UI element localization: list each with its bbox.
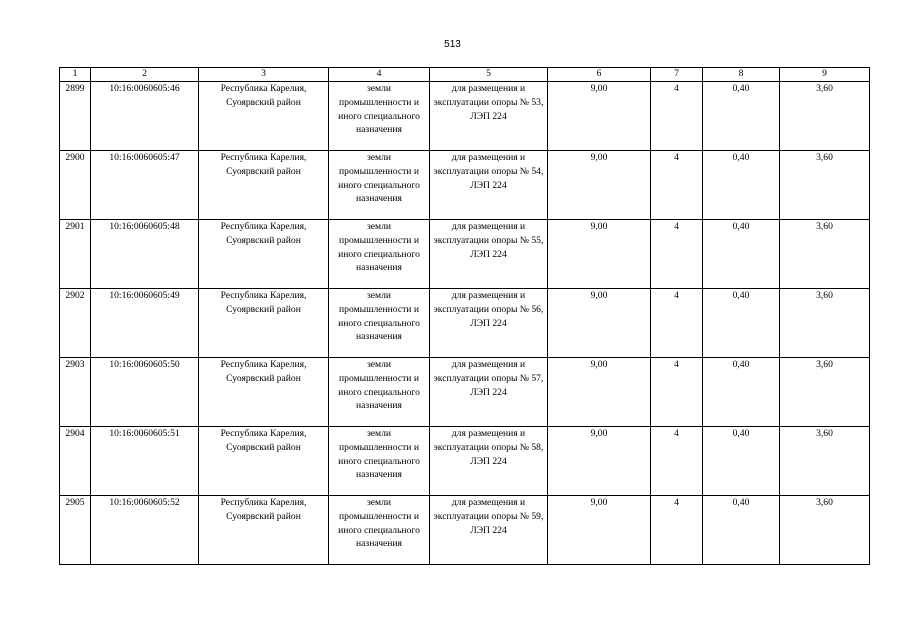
- value-cell-col9: 3,60: [780, 82, 870, 151]
- value-cell-col8: 0,40: [703, 151, 780, 220]
- permitted-use-cell: для размещения и эксплуатации опоры № 57, ЛЭП 224: [430, 358, 548, 427]
- location-cell: Республика Карелия, Суоярвский район: [199, 427, 329, 496]
- row-number-cell: 2899: [60, 82, 91, 151]
- land-category-cell: земли промышленности и иного специального назначения: [329, 427, 430, 496]
- table-row: [60, 358, 870, 427]
- permitted-use-cell: для размещения и эксплуатации опоры № 56, ЛЭП 224: [430, 289, 548, 358]
- column-number-header: 7: [651, 68, 703, 82]
- cadastral-number-cell: 10:16:0060605:51: [91, 427, 199, 496]
- cadastral-number-cell: 10:16:0060605:47: [91, 151, 199, 220]
- permitted-use-cell: для размещения и эксплуатации опоры № 59, ЛЭП 224: [430, 496, 548, 565]
- row-number-cell: 2903: [60, 358, 91, 427]
- table-row: [60, 496, 870, 565]
- table-row: [60, 82, 870, 151]
- cadastral-number-cell: 10:16:0060605:50: [91, 358, 199, 427]
- value-cell-col6: 9,00: [548, 289, 651, 358]
- column-number-header: 2: [91, 68, 199, 82]
- column-number-header: 9: [780, 68, 870, 82]
- value-cell-col8: 0,40: [703, 220, 780, 289]
- row-number-cell: 2901: [60, 220, 91, 289]
- location-cell: Республика Карелия, Суоярвский район: [199, 220, 329, 289]
- row-number-cell: 2904: [60, 427, 91, 496]
- value-cell-col9: 3,60: [780, 289, 870, 358]
- value-cell-col8: 0,40: [703, 358, 780, 427]
- value-cell-col9: 3,60: [780, 427, 870, 496]
- land-category-cell: земли промышленности и иного специального назначения: [329, 496, 430, 565]
- land-plot-register-table: [59, 67, 870, 565]
- value-cell-col6: 9,00: [548, 82, 651, 151]
- land-category-cell: земли промышленности и иного специального назначения: [329, 151, 430, 220]
- value-cell-col6: 9,00: [548, 151, 651, 220]
- permitted-use-cell: для размещения и эксплуатации опоры № 54, ЛЭП 224: [430, 151, 548, 220]
- permitted-use-cell: для размещения и эксплуатации опоры № 55, ЛЭП 224: [430, 220, 548, 289]
- row-number-cell: 2900: [60, 151, 91, 220]
- value-cell-col9: 3,60: [780, 358, 870, 427]
- value-cell-col7: 4: [651, 427, 703, 496]
- column-number-header: 1: [60, 68, 91, 82]
- land-category-cell: земли промышленности и иного специального назначения: [329, 82, 430, 151]
- table-row: [60, 220, 870, 289]
- location-cell: Республика Карелия, Суоярвский район: [199, 82, 329, 151]
- location-cell: Республика Карелия, Суоярвский район: [199, 289, 329, 358]
- location-cell: Республика Карелия, Суоярвский район: [199, 151, 329, 220]
- page-number: 513: [444, 39, 461, 50]
- value-cell-col8: 0,40: [703, 496, 780, 565]
- column-number-header: 4: [329, 68, 430, 82]
- value-cell-col6: 9,00: [548, 427, 651, 496]
- value-cell-col9: 3,60: [780, 496, 870, 565]
- value-cell-col7: 4: [651, 358, 703, 427]
- value-cell-col8: 0,40: [703, 289, 780, 358]
- column-number-row: [60, 68, 870, 82]
- table-row: [60, 151, 870, 220]
- cadastral-number-cell: 10:16:0060605:48: [91, 220, 199, 289]
- table-row: [60, 289, 870, 358]
- row-number-cell: 2905: [60, 496, 91, 565]
- value-cell-col6: 9,00: [548, 496, 651, 565]
- land-category-cell: земли промышленности и иного специального назначения: [329, 358, 430, 427]
- cadastral-number-cell: 10:16:0060605:49: [91, 289, 199, 358]
- land-category-cell: земли промышленности и иного специального назначения: [329, 220, 430, 289]
- value-cell-col6: 9,00: [548, 220, 651, 289]
- row-number-cell: 2902: [60, 289, 91, 358]
- location-cell: Республика Карелия, Суоярвский район: [199, 496, 329, 565]
- value-cell-col8: 0,40: [703, 427, 780, 496]
- value-cell-col9: 3,60: [780, 151, 870, 220]
- value-cell-col7: 4: [651, 82, 703, 151]
- permitted-use-cell: для размещения и эксплуатации опоры № 58, ЛЭП 224: [430, 427, 548, 496]
- value-cell-col7: 4: [651, 289, 703, 358]
- permitted-use-cell: для размещения и эксплуатации опоры № 53, ЛЭП 224: [430, 82, 548, 151]
- cadastral-number-cell: 10:16:0060605:46: [91, 82, 199, 151]
- land-category-cell: земли промышленности и иного специального назначения: [329, 289, 430, 358]
- value-cell-col8: 0,40: [703, 82, 780, 151]
- location-cell: Республика Карелия, Суоярвский район: [199, 358, 329, 427]
- column-number-header: 3: [199, 68, 329, 82]
- cadastral-number-cell: 10:16:0060605:52: [91, 496, 199, 565]
- value-cell-col7: 4: [651, 151, 703, 220]
- column-number-header: 8: [703, 68, 780, 82]
- column-number-header: 5: [430, 68, 548, 82]
- value-cell-col6: 9,00: [548, 358, 651, 427]
- column-number-header: 6: [548, 68, 651, 82]
- value-cell-col7: 4: [651, 496, 703, 565]
- table-row: [60, 427, 870, 496]
- value-cell-col7: 4: [651, 220, 703, 289]
- value-cell-col9: 3,60: [780, 220, 870, 289]
